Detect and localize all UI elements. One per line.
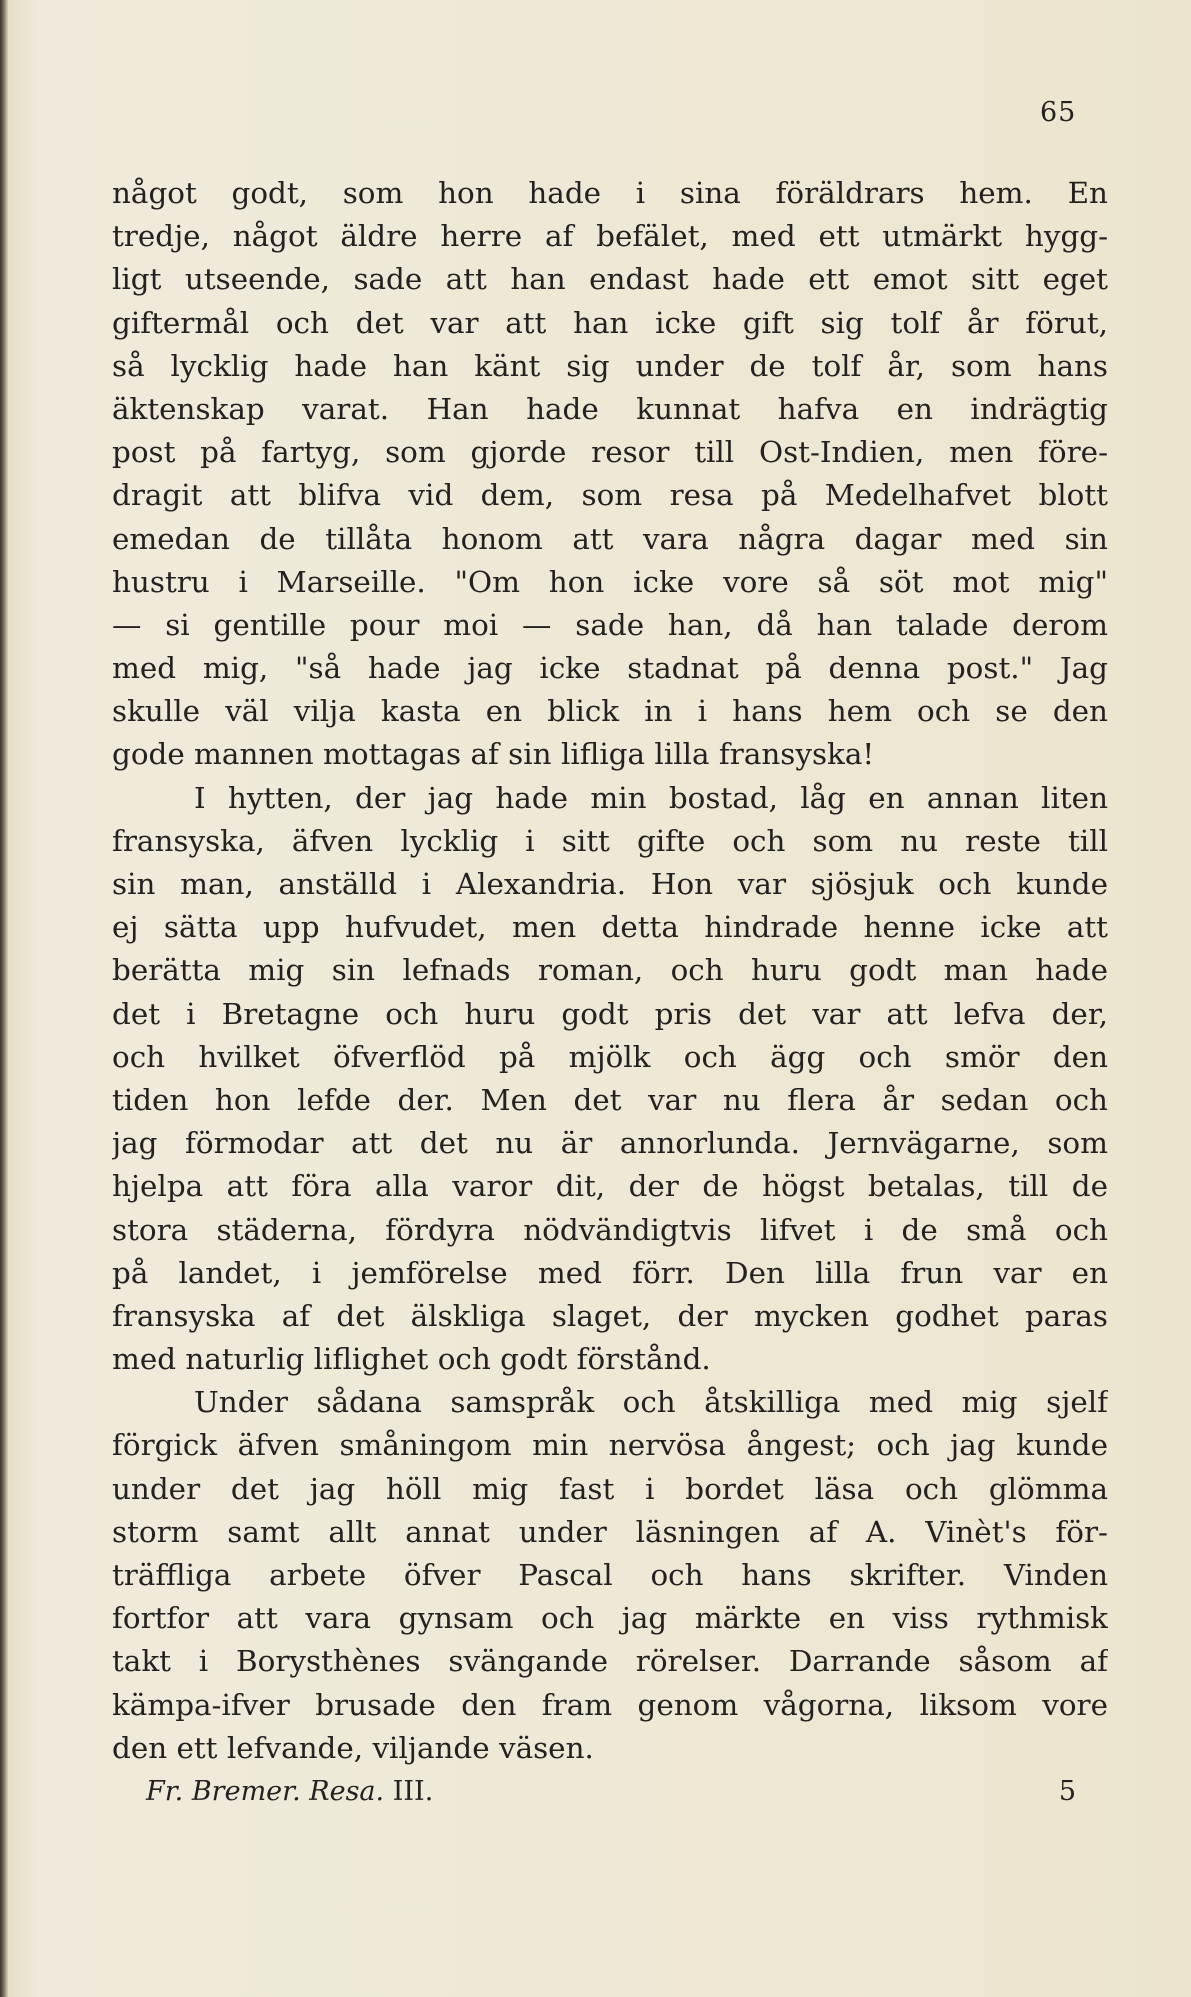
text-line: hustru i Marseille. "Om hon icke vore så söt mot mig" (112, 564, 1108, 599)
text-line: skulle väl vilja kasta en blick in i hans hem och se den (112, 694, 1108, 729)
text-line: fransyska af det älskliga slaget, der mycken godhet paras (112, 1298, 1108, 1333)
text-line: giftermål och det var att han icke gift sig tolf år förut, (112, 305, 1108, 340)
text-line: fortfor att vara gynsam och jag märkte en viss rythmisk (112, 1601, 1108, 1636)
footer-title: Resa. (309, 1776, 385, 1807)
text-line: tiden hon lefde der. Men det var nu flera år sedan och (112, 1082, 1108, 1117)
text-line: träffliga arbete öfver Pascal och hans skrifter. Vinden (112, 1558, 1108, 1592)
text-line: under det jag höll mig fast i bordet läsa och glömma (112, 1471, 1108, 1506)
text-line: storm samt allt annat under läsningen af A. Vinèt's för- (112, 1514, 1108, 1549)
footer-citation (146, 1776, 433, 1807)
text-line: takt i Borysthènes svängande rörelser. Darrande såsom af (112, 1644, 1108, 1679)
text-line: I hytten, der jag hade min bostad, låg en annan liten (194, 780, 1108, 815)
page-binding-edge (0, 0, 8, 1997)
text-line: kämpa-ifver brusade den fram genom vågorna, liksom vore (112, 1687, 1108, 1722)
text-line: — si gentille pour moi — sade han, då han talade derom (112, 607, 1108, 642)
page-number: 65 (1040, 97, 1077, 128)
text-line: Under sådana samspråk och åtskilliga med mig sjelf (194, 1385, 1108, 1420)
body-text (112, 172, 1108, 1770)
page-footer (146, 1776, 1076, 1816)
text-line: något godt, som hon hade i sina föräldrars hem. En (112, 176, 1108, 210)
text-line: ligt utseende, sade att han endast hade ett emot sitt eget (112, 262, 1108, 297)
text-line: och hvilket öfverflöd på mjölk och ägg och smör den (112, 1039, 1108, 1074)
text-line: förgick äfven småningom min nervösa ångest; och jag kunde (112, 1428, 1108, 1463)
footer-signature: 5 (1058, 1776, 1076, 1807)
text-line: det i Bretagne och huru godt pris det var att lefva der, (112, 996, 1108, 1031)
text-line: så lycklig hade han känt sig under de tolf år, som hans (112, 348, 1108, 383)
text-line: tredje, något äldre herre af befälet, med ett utmärkt hygg- (112, 219, 1108, 254)
text-line: ej sätta upp hufvudet, men detta hindrade henne icke att (112, 910, 1108, 945)
text-line: hjelpa att föra alla varor dit, der de högst betalas, till de (112, 1169, 1108, 1204)
text-line: jag förmodar att det nu är annorlunda. Jernvägarne, som (112, 1126, 1108, 1161)
text-line: dragit att blifva vid dem, som resa på Medelhafvet blott (112, 478, 1108, 513)
text-line: fransyska, äfven lycklig i sitt gifte och som nu reste till (112, 823, 1108, 858)
text-line: sin man, anställd i Alexandria. Hon var sjösjuk och kunde (112, 867, 1108, 901)
text-line: på landet, i jemförelse med förr. Den lilla frun var en (112, 1255, 1108, 1290)
text-line: post på fartyg, som gjorde resor till Ost-Indien, men före- (112, 435, 1108, 470)
text-line: gode mannen mottagas af sin lifliga lilla fransyska! (112, 737, 875, 772)
footer-author: Fr. Bremer. (146, 1776, 301, 1807)
text-line: den ett lefvande, viljande väsen. (112, 1730, 594, 1765)
text-line: stora städerna, fördyra nödvändigtvis lifvet i de små och (112, 1212, 1108, 1247)
text-line: emedan de tillåta honom att vara några dagar med sin (112, 521, 1108, 556)
text-line: med naturlig liflighet och godt förstånd. (112, 1342, 711, 1377)
text-line: äktenskap varat. Han hade kunnat hafva en indrägtig (112, 391, 1108, 426)
text-line: med mig, "så hade jag icke stadnat på denna post." Jag (112, 651, 1108, 686)
footer-volume: III. (392, 1776, 434, 1807)
text-line: berätta mig sin lefnads roman, och huru godt man hade (112, 953, 1108, 988)
